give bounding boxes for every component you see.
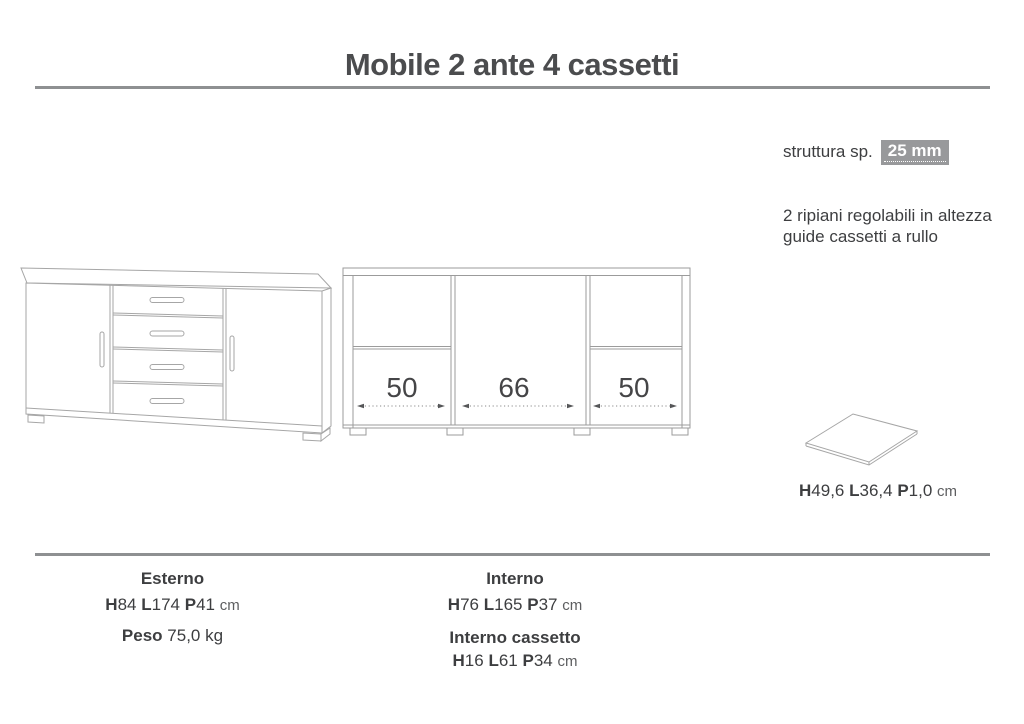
ext-unit: cm (219, 597, 240, 614)
ext-l-label: L (141, 595, 152, 614)
cabinet-foot (28, 415, 44, 423)
int-l-label: L (483, 595, 495, 614)
int-unit: cm (562, 597, 583, 614)
shelf-h-label: H (799, 481, 812, 500)
external-dimensions (75, 595, 270, 615)
drawer-handle-icon (150, 331, 184, 336)
shelf-l-value: 36,4 (859, 481, 893, 500)
shelf-l-label: L (849, 481, 860, 500)
ext-h-value: 84 (117, 595, 137, 614)
drw-h-value: 16 (464, 651, 484, 670)
dim-label-left: 50 (386, 372, 418, 403)
int-p-label: P (527, 595, 539, 614)
int-h-value: 76 (460, 595, 479, 614)
drw-p-label: P (522, 651, 534, 670)
features-note (783, 205, 992, 247)
drawer-internal-heading: Interno cassetto (449, 628, 581, 647)
ext-p-value: 41 (196, 595, 215, 614)
shelf-h-value: 49,6 (811, 481, 845, 500)
structure-thickness-badge: 25 mm (881, 140, 949, 165)
internal-dimensions (415, 595, 615, 615)
ext-p-label: P (184, 595, 197, 614)
ext-l-value: 174 (151, 595, 180, 614)
feature-line-2: guide cassetti a rullo (783, 227, 938, 246)
drw-l-value: 61 (498, 651, 518, 670)
int-l-value: 165 (494, 595, 523, 614)
shelf-unit: cm (937, 483, 958, 500)
drawer-handle-icon (150, 399, 184, 404)
int-p-value: 37 (538, 595, 558, 614)
cabinet-foot (447, 428, 463, 435)
cabinet-foot (303, 433, 321, 441)
cabinet-front-drawing (10, 260, 355, 450)
internal-heading: Interno (486, 569, 544, 588)
internal-specs (415, 569, 615, 671)
drw-l-label: L (488, 651, 499, 670)
dim-label-center: 66 (498, 372, 530, 403)
shelf-panel-drawing (795, 405, 930, 475)
weight-line (75, 626, 270, 646)
drawer-handle-icon (150, 298, 184, 303)
feature-line-1: 2 ripiani regolabili in altezza (783, 206, 992, 225)
shelf-p-label: P (897, 481, 909, 500)
drw-p-value: 34 (533, 651, 553, 670)
dim-label-right: 50 (618, 372, 650, 403)
shelf-dimensions (799, 481, 957, 501)
bottom-divider (35, 553, 990, 556)
external-specs (75, 569, 270, 646)
cabinet-internal-drawing (340, 262, 695, 444)
weight-value: 75,0 kg (167, 626, 224, 645)
shelf-p-value: 1,0 (908, 481, 933, 500)
int-h-label: H (447, 595, 461, 614)
top-divider (35, 86, 990, 89)
ext-h-label: H (105, 595, 118, 614)
structure-label: struttura sp. (783, 142, 873, 161)
cabinet-foot (350, 428, 366, 435)
door-handle-icon (100, 332, 104, 367)
drawer-handle-icon (150, 365, 184, 370)
drw-unit: cm (557, 653, 578, 670)
cabinet-foot (574, 428, 590, 435)
external-heading: Esterno (140, 569, 205, 588)
drw-h-label: H (452, 651, 465, 670)
weight-label: Peso (121, 626, 163, 645)
cabinet-foot (672, 428, 688, 435)
page-title: Mobile 2 ante 4 cassetti (344, 47, 680, 82)
drawer-internal-dimensions (415, 651, 615, 671)
structure-note (783, 139, 949, 165)
door-handle-icon (230, 336, 234, 371)
